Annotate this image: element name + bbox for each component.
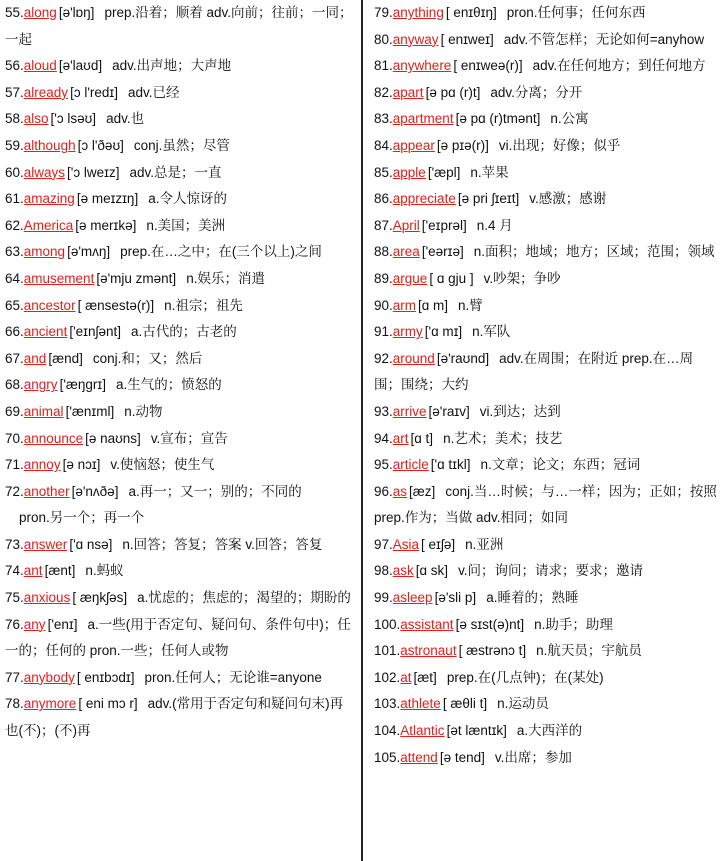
entry-number: 58. — [5, 111, 24, 127]
entry-phonetic: [ enɪθɪŋ] — [445, 5, 497, 20]
word-entry — [5, 106, 354, 133]
entry-word[interactable]: around — [392, 350, 435, 366]
entry-definition: v.使恼怒；使生气 — [110, 457, 215, 473]
entry-definition: n.公寓 — [550, 111, 589, 127]
entry-word[interactable]: ant — [23, 563, 43, 579]
entry-number: 77. — [5, 669, 24, 685]
word-entry — [374, 106, 719, 133]
entry-definition: conj.当…时候；与…一样；因为；正如；按照 prep.作为；当做 adv.相同；如同 — [374, 483, 717, 526]
entry-word[interactable]: ancient — [23, 324, 68, 340]
entry-number: 87. — [374, 217, 393, 233]
entry-phonetic: [ə merɪkə] — [75, 217, 137, 233]
entry-phonetic: [ɑ t] — [410, 430, 434, 446]
entry-word[interactable]: although — [23, 137, 76, 153]
entry-number: 97. — [374, 536, 393, 552]
entry-word[interactable]: Atlantic — [400, 723, 445, 739]
word-entry — [374, 745, 719, 772]
entry-number: 88. — [374, 244, 393, 260]
word-entry — [5, 266, 354, 293]
entry-phonetic: [ə pɑ (r)tmənt] — [455, 111, 541, 127]
entry-phonetic: ['enɪ] — [47, 616, 78, 632]
entry-phonetic: [ æstrənɔ t] — [458, 643, 527, 659]
entry-phonetic: [ə'laʊd] — [58, 58, 103, 74]
entry-phonetic: ['ɑ tɪkl] — [430, 457, 471, 473]
word-entry — [5, 691, 354, 744]
entry-number: 63. — [5, 244, 24, 260]
entry-number: 72. — [5, 483, 24, 499]
entry-word[interactable]: ask — [392, 563, 414, 579]
entry-definition: adv.出声地；大声地 — [112, 58, 232, 74]
entry-word[interactable]: assistant — [400, 616, 454, 632]
entry-number: 55. — [5, 5, 24, 20]
entry-phonetic: [ə'mju zmənt] — [96, 270, 177, 286]
entry-definition: n.文章；论文；东西；冠词 — [480, 457, 641, 473]
entry-word[interactable]: arrive — [392, 403, 427, 419]
word-entry — [5, 558, 354, 585]
entry-definition: a.再一；又一；别的；不同的 — [128, 483, 302, 499]
word-entry — [374, 293, 719, 320]
entry-number: 67. — [5, 350, 24, 366]
entry-phonetic: [ɑ m] — [418, 297, 449, 313]
entry-number: 91. — [374, 324, 393, 340]
word-entry — [374, 585, 719, 612]
entry-number: 61. — [5, 191, 24, 207]
entry-word[interactable]: anybody — [23, 669, 75, 685]
entry-word[interactable]: America — [23, 217, 74, 233]
entry-word[interactable]: article — [392, 457, 429, 473]
entry-definition: n.动物 — [124, 403, 163, 419]
entry-word[interactable]: annoy — [23, 457, 61, 473]
entry-phonetic: ['ænɪml] — [65, 403, 115, 419]
word-entry — [374, 532, 719, 559]
entry-word[interactable]: announce — [23, 430, 84, 446]
word-entry — [374, 239, 719, 266]
entry-number: 81. — [374, 58, 393, 74]
word-entry — [374, 53, 719, 80]
word-entry — [374, 0, 719, 27]
entry-phonetic: ['eɪnʃənt] — [69, 324, 121, 340]
entry-phonetic: [ə'raɪv] — [428, 403, 470, 419]
entry-definition: a.古代的；古老的 — [131, 324, 237, 340]
entry-phonetic: [ eɪʃə] — [421, 536, 456, 552]
entry-word[interactable]: aloud — [23, 58, 57, 74]
entry-definition: a.一些(用于否定句、疑问句、条件句中)；任一的；任何的 pron.一些；任何人或物 — [5, 616, 351, 659]
column-divider — [361, 0, 363, 861]
entry-definition: pron.任何事；任何东西 — [506, 5, 646, 20]
entry-definition: pron.任何人；无论谁=anyone — [144, 669, 322, 685]
word-entry — [374, 612, 719, 639]
entry-phonetic: [ə sɪst(ə)nt] — [455, 616, 525, 632]
word-entry — [374, 133, 719, 160]
entry-word[interactable]: arm — [392, 297, 417, 313]
entry-number: 64. — [5, 270, 24, 286]
entry-phonetic: [ ɑ ɡju ] — [429, 270, 474, 286]
entry-phonetic: [æt] — [413, 669, 437, 685]
entry-phonetic: [ænd] — [48, 350, 83, 366]
entry-word[interactable]: art — [392, 430, 409, 446]
entry-definition: vi.到达；达到 — [479, 403, 561, 419]
entry-number: 105. — [374, 749, 401, 765]
entry-phonetic: [ə'raʊnd] — [436, 350, 490, 366]
word-entry — [374, 346, 719, 399]
entry-definition: n.助手；助理 — [534, 616, 613, 632]
entry-number: 78. — [5, 696, 24, 712]
entry-phonetic: ['æŋɡrɪ] — [59, 377, 106, 393]
entry-number: 59. — [5, 137, 24, 153]
entry-definition: v.问；询问；请求；要求；邀请 — [458, 563, 644, 579]
entry-number: 60. — [5, 164, 24, 180]
entry-phonetic: [ɑ sk] — [415, 563, 449, 579]
entry-word[interactable]: answer — [23, 536, 68, 552]
entry-number: 98. — [374, 563, 393, 579]
entry-phonetic: [ɔ l'ðəʊ] — [77, 137, 124, 153]
entry-phonetic: ['ɔ lsəʊ] — [50, 111, 97, 127]
entry-number: 68. — [5, 377, 24, 393]
word-entry — [5, 80, 354, 107]
entry-phonetic: [ɔ l'redɪ] — [70, 84, 118, 100]
entry-phonetic: [ə naʊns] — [85, 430, 141, 446]
entry-number: 96. — [374, 483, 393, 499]
entry-number: 84. — [374, 137, 393, 153]
word-entry — [374, 558, 719, 585]
word-entry — [374, 266, 719, 293]
entry-number: 75. — [5, 590, 24, 606]
entry-number: 74. — [5, 563, 24, 579]
entry-phonetic: ['eɪprəl] — [421, 217, 467, 233]
word-entry — [5, 479, 354, 506]
entry-word[interactable]: also — [23, 111, 49, 127]
entry-number: 69. — [5, 403, 24, 419]
entry-phonetic: ['ɑ mɪ] — [424, 324, 463, 340]
entry-phonetic: [ə pɪə(r)] — [436, 137, 489, 153]
entry-word[interactable]: always — [23, 164, 66, 180]
entry-number: 89. — [374, 270, 393, 286]
entry-phonetic: [ə'nʌðə] — [71, 483, 119, 499]
entry-definition: adv.分离；分开 — [490, 84, 583, 100]
entry-word[interactable]: any — [23, 616, 46, 632]
entry-number: 104. — [374, 723, 401, 739]
entry-phonetic: [æz] — [409, 483, 436, 499]
entry-definition: prep.在…之中；在(三个以上)之间 — [120, 244, 322, 260]
entry-number: 101. — [374, 643, 401, 659]
entry-word[interactable]: anxious — [23, 590, 71, 606]
entry-word[interactable]: argue — [392, 270, 428, 286]
entry-phonetic: [ enɪweɪ] — [440, 31, 494, 47]
entry-definition: v.吵架；争吵 — [483, 270, 561, 286]
entry-definition: n.艺术；美术；技艺 — [443, 430, 563, 446]
entry-number: 100. — [374, 616, 401, 632]
left-column — [5, 0, 354, 745]
word-entry — [5, 372, 354, 399]
entry-definition: n.面积；地域；地方；区域；范围；领域 — [473, 244, 715, 260]
entry-number: 82. — [374, 84, 393, 100]
word-entry — [374, 426, 719, 453]
entry-definition: a.令人惊讶的 — [148, 191, 227, 207]
entry-phonetic: [ə pɑ (r)t] — [425, 84, 481, 100]
entry-definition: adv.总是；一直 — [129, 164, 222, 180]
entry-definition: conj.和；又；然后 — [92, 350, 203, 366]
entry-definition: v.感激；感谢 — [529, 191, 607, 207]
entry-word[interactable]: Asia — [392, 536, 420, 552]
entry-definition: n.航天员；宇航员 — [536, 643, 642, 659]
entry-definition: adv.不管怎样；无论如何=anyhow — [503, 31, 705, 47]
entry-continuation: pron.另一个；再一个 — [19, 510, 145, 526]
entry-number: 92. — [374, 350, 393, 366]
entry-word[interactable]: apartment — [392, 111, 454, 127]
entry-word[interactable]: and — [23, 350, 47, 366]
word-entry — [5, 186, 354, 213]
word-entry — [374, 80, 719, 107]
entry-phonetic: ['ɔ lweɪz] — [67, 164, 120, 180]
entry-phonetic: [ə meɪzɪŋ] — [76, 191, 139, 207]
word-entry — [374, 479, 719, 532]
entry-number: 103. — [374, 696, 401, 712]
entry-number: 73. — [5, 536, 24, 552]
entry-phonetic: [ ænsestə(r)] — [77, 297, 155, 313]
entry-number: 62. — [5, 217, 24, 233]
entry-number: 85. — [374, 164, 393, 180]
entry-definition: vi.出现；好像；似乎 — [498, 137, 621, 153]
entry-definition: n.军队 — [472, 324, 511, 340]
entry-phonetic: [ enɪbɔdɪ] — [76, 669, 135, 685]
entry-word[interactable]: astronaut — [400, 643, 457, 659]
entry-number: 94. — [374, 430, 393, 446]
entry-number: 70. — [5, 430, 24, 446]
entry-word[interactable]: at — [400, 669, 412, 685]
entry-definition: n.蚂蚁 — [85, 563, 124, 579]
entry-number: 57. — [5, 84, 24, 100]
entry-number: 83. — [374, 111, 393, 127]
entry-definition: n.祖宗；祖先 — [164, 297, 243, 313]
entry-word[interactable]: anyway — [392, 31, 439, 47]
entry-word[interactable]: amusement — [23, 270, 95, 286]
entry-number: 93. — [374, 403, 393, 419]
entry-number: 79. — [374, 5, 393, 20]
entry-number: 95. — [374, 457, 393, 473]
entry-phonetic: ['æpl] — [427, 164, 461, 180]
entry-definition: n.苹果 — [470, 164, 509, 180]
entry-word[interactable]: another — [23, 483, 70, 499]
entry-definition: v.出席；参加 — [494, 749, 572, 765]
word-entry — [5, 452, 354, 479]
word-entry — [374, 718, 719, 745]
entry-number: 80. — [374, 31, 393, 47]
entry-word[interactable]: anything — [392, 5, 444, 20]
entry-word[interactable]: appreciate — [392, 191, 456, 207]
entry-definition: adv.(常用于否定句和疑问句末)再也(不)；(不)再 — [5, 696, 344, 739]
entry-definition: n.娱乐；消遣 — [186, 270, 265, 286]
entry-number: 65. — [5, 297, 24, 313]
entry-word[interactable]: animal — [23, 403, 64, 419]
word-entry — [374, 213, 719, 240]
entry-phonetic: [ə tend] — [439, 749, 485, 765]
entry-word[interactable]: as — [392, 483, 408, 499]
word-entry — [5, 426, 354, 453]
entry-word[interactable]: area — [392, 244, 420, 260]
entry-word[interactable]: ancestor — [23, 297, 76, 313]
entry-number: 99. — [374, 590, 393, 606]
entry-phonetic: [ət læntɪk] — [446, 723, 507, 739]
word-entry — [5, 532, 354, 559]
entry-definition: adv.在周围；在附近 prep.在…周围；围绕；大约 — [374, 350, 694, 393]
entry-phonetic: ['ɑ nsə] — [69, 536, 113, 552]
word-entry — [5, 585, 354, 612]
entry-definition: a.大西洋的 — [516, 723, 583, 739]
word-entry — [374, 691, 719, 718]
entry-phonetic: [ eni mɔ r] — [78, 696, 138, 712]
entry-definition: adv.在任何地方；到任何地方 — [532, 58, 706, 74]
entry-number: 102. — [374, 669, 401, 685]
entry-definition: n.4 月 — [476, 217, 513, 233]
entry-definition: adv.也 — [106, 111, 145, 127]
word-entry — [5, 53, 354, 80]
word-entry — [5, 346, 354, 373]
word-entry — [374, 399, 719, 426]
entry-word[interactable]: among — [23, 244, 66, 260]
entry-word[interactable]: army — [392, 324, 423, 340]
entry-phonetic: [ə nɔɪ] — [62, 457, 101, 473]
entry-number: 90. — [374, 297, 393, 313]
entry-definition: a.生气的；愤怒的 — [115, 377, 222, 393]
word-entry — [5, 319, 354, 346]
entry-word[interactable]: athlete — [400, 696, 441, 712]
entry-word[interactable]: along — [23, 5, 57, 20]
entry-definition: conj.虽然；尽管 — [133, 137, 230, 153]
entry-number: 76. — [5, 616, 24, 632]
word-entry — [5, 399, 354, 426]
entry-phonetic: [ æŋkʃəs] — [72, 590, 128, 606]
word-entry — [374, 665, 719, 692]
entry-number: 56. — [5, 58, 24, 74]
entry-definition: n.运动员 — [497, 696, 549, 712]
entry-phonetic: [ə'mʌŋ] — [67, 244, 111, 260]
entry-phonetic: [ə'lɒŋ] — [58, 5, 95, 20]
entry-definition: n.亚洲 — [465, 536, 504, 552]
word-entry — [374, 452, 719, 479]
entry-word[interactable]: apple — [392, 164, 426, 180]
word-entry — [374, 27, 719, 54]
entry-phonetic: [ə'sli p] — [434, 590, 477, 606]
entry-definition: a.忧虑的；焦虑的；渴望的；期盼的 — [137, 590, 351, 606]
word-entry — [5, 239, 354, 266]
entry-definition: n.回答；答复；答案 v.回答；答复 — [122, 536, 323, 552]
entry-number: 71. — [5, 457, 24, 473]
entry-word[interactable]: attend — [400, 749, 438, 765]
entry-number: 66. — [5, 324, 24, 340]
word-entry — [5, 133, 354, 160]
entry-word[interactable]: apart — [392, 84, 424, 100]
word-entry — [5, 293, 354, 320]
entry-phonetic: ['eərɪə] — [421, 244, 464, 260]
entry-phonetic: [ enɪweə(r)] — [453, 58, 523, 74]
entry-number: 86. — [374, 191, 393, 207]
entry-word[interactable]: April — [392, 217, 420, 233]
entry-phonetic: [ə pri ʃɪeɪt] — [457, 191, 520, 207]
word-entry — [5, 665, 354, 692]
entry-word[interactable]: appear — [392, 137, 435, 153]
word-entry — [374, 319, 719, 346]
word-entry — [5, 612, 354, 665]
entry-word[interactable]: asleep — [392, 590, 433, 606]
entry-word[interactable]: angry — [23, 377, 58, 393]
word-entry — [374, 160, 719, 187]
word-entry — [5, 213, 354, 240]
entry-definition: prep.沿着；顺着 adv.向前；往前；一同；一起 — [5, 5, 353, 47]
entry-word[interactable]: anywhere — [392, 58, 452, 74]
entry-phonetic: [ænt] — [44, 563, 76, 579]
entry-word[interactable]: amazing — [23, 191, 75, 207]
entry-word[interactable]: already — [23, 84, 69, 100]
entry-definition: n.臂 — [458, 297, 483, 313]
entry-definition: adv.已经 — [127, 84, 180, 100]
entry-definition: prep.在(几点钟)；在(某处) — [446, 669, 604, 685]
word-entry — [5, 0, 354, 53]
right-column — [374, 0, 719, 771]
entry-definition: a.睡着的；熟睡 — [486, 590, 579, 606]
entry-definition: n.美国；美洲 — [146, 217, 226, 233]
entry-phonetic: [ æθli t] — [442, 696, 488, 712]
word-entry — [374, 638, 719, 665]
entry-definition: v.宣布；宣告 — [150, 430, 228, 446]
word-entry — [374, 186, 719, 213]
word-entry — [5, 160, 354, 187]
entry-word[interactable]: anymore — [23, 696, 77, 712]
